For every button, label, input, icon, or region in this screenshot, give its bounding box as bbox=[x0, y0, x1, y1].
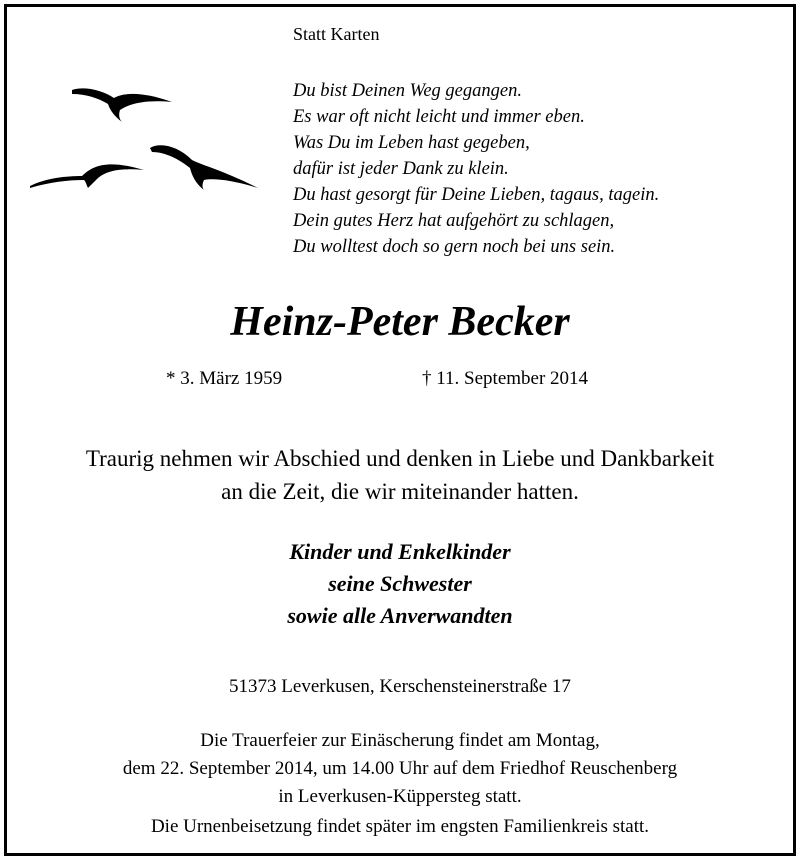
poem-line: Es war oft nicht leicht und immer eben. bbox=[293, 107, 585, 127]
poem-line: Du bist Deinen Weg gegangen. bbox=[293, 81, 522, 101]
birth-date: * 3. März 1959 bbox=[166, 368, 283, 389]
signer-line: seine Schwester bbox=[328, 571, 472, 596]
header-statt-karten: Statt Karten bbox=[293, 24, 380, 44]
funeral-line: Die Trauerfeier zur Einäscherung findet am Montag, bbox=[200, 730, 600, 751]
funeral-line: dem 22. September 2014, um 14.00 Uhr auf dem Friedhof Reuschenberg bbox=[122, 758, 678, 779]
signer-line: sowie alle Anverwandten bbox=[287, 603, 513, 628]
birds-icon bbox=[26, 80, 262, 196]
signers bbox=[0, 536, 800, 632]
signer-line: Kinder und Enkelkinder bbox=[289, 539, 511, 564]
urn-note: Die Urnenbeisetzung findet später im engsten Familienkreis statt. bbox=[150, 816, 650, 837]
funeral-line: in Leverkusen-Küppersteg statt. bbox=[278, 786, 522, 807]
poem-line: Dein gutes Herz hat aufgehört zu schlagen, bbox=[293, 211, 615, 231]
address: 51373 Leverkusen, Kerschensteinerstraße 17 bbox=[229, 676, 571, 697]
bird-icon-middle bbox=[150, 145, 258, 190]
mourning-line: an die Zeit, die wir miteinander hatten. bbox=[221, 479, 579, 504]
bird-icon-top bbox=[72, 88, 172, 122]
poem-line: dafür ist jeder Dank zu klein. bbox=[293, 159, 509, 179]
death-date: † 11. September 2014 bbox=[422, 368, 589, 389]
mourning-line: Traurig nehmen wir Abschied und denken in Liebe und Dankbarkeit bbox=[85, 446, 715, 471]
funeral-info bbox=[0, 727, 800, 811]
deceased-name: Heinz-Peter Becker bbox=[230, 299, 570, 345]
mourning-text bbox=[0, 442, 800, 508]
poem-line: Du wolltest doch so gern noch bei uns sein. bbox=[293, 237, 616, 257]
poem bbox=[293, 78, 659, 260]
poem-line: Du hast gesorgt für Deine Lieben, tagaus, tagein. bbox=[293, 185, 660, 205]
bird-icon-left bbox=[30, 164, 144, 188]
poem-line: Was Du im Leben hast gegeben, bbox=[293, 133, 530, 153]
